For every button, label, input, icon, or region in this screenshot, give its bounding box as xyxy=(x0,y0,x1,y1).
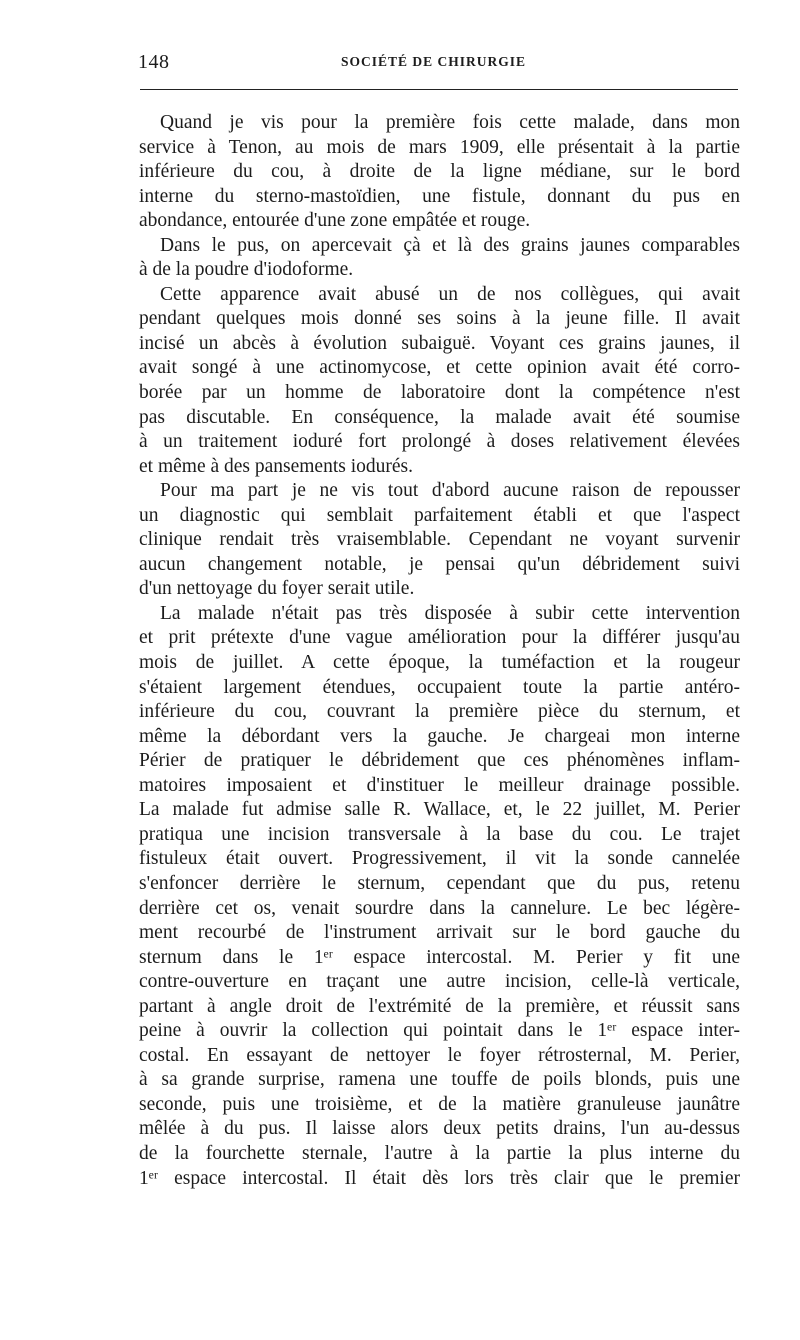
text-line: La malade fut admise salle R. Wallace, et, le 22 juillet, M. Perier xyxy=(139,799,740,821)
text-line: et même à des pansements iodurés. xyxy=(139,455,413,477)
running-header xyxy=(138,51,738,75)
header-rule xyxy=(140,89,738,90)
text-line: Périer de pratiquer le débridement que ces phénomènes inflam- xyxy=(139,750,740,772)
text-line: Pour ma part je ne vis tout d'abord aucune raison de repousser xyxy=(160,480,740,502)
text-line: même la débordant vers la gauche. Je chargeai mon interne xyxy=(139,725,740,747)
text-line: inférieure du cou, couvrant la première pièce du sternum, et xyxy=(139,701,740,723)
text-line: à de la poudre d'iodoforme. xyxy=(139,259,354,281)
text-line: Dans le pus, on apercevait çà et là des grains jaunes comparables xyxy=(160,234,740,256)
text-line: borée par un homme de laboratoire dont la compétence n'est xyxy=(139,382,740,404)
text-line: clinique rendait très vraisemblable. Cependant ne voyant survenir xyxy=(139,529,740,551)
text-line: pendant quelques mois donné ses soins à la jeune fille. Il avait xyxy=(139,308,740,330)
text-line: de la fourchette sternale, l'autre à la partie la plus interne du xyxy=(139,1142,740,1164)
text-line: fistuleux était ouvert. Progressivement, il vit la sonde cannelée xyxy=(139,848,740,870)
text-line: costal. En essayant de nettoyer le foyer rétrosternal, M. Perier, xyxy=(139,1044,740,1066)
text-line: avait songé à une actinomycose, et cette opinion avait été corro- xyxy=(139,357,740,379)
text-line: s'enfoncer derrière le sternum, cependant que du pus, retenu xyxy=(139,872,740,894)
text-line: interne du sterno-mastoïdien, une fistule, donnant du pus en xyxy=(139,185,740,207)
text-line: contre-ouverture en traçant une autre incision, celle-là verticale, xyxy=(139,971,740,993)
text-line: matoires imposaient et d'instituer le meilleur drainage possible. xyxy=(139,774,740,796)
text-line: derrière cet os, venait sourdre dans la cannelure. Le bec légère- xyxy=(139,897,740,919)
text-line: partant à angle droit de l'extrémité de la première, et réussit sans xyxy=(139,995,740,1017)
text-line: pratiqua une incision transversale à la base du cou. Le trajet xyxy=(139,823,740,845)
text-line: mêlée à du pus. Il laisse alors deux petits drains, l'un au-dessus xyxy=(139,1118,740,1140)
text-line: abondance, entourée d'une zone empâtée et rouge. xyxy=(139,210,531,232)
running-title: SOCIÉTÉ DE CHIRURGIE xyxy=(341,54,527,69)
text-line: et prit prétexte d'une vague amélioration pour la différer jusqu'au xyxy=(139,627,740,649)
text-line: à un traitement ioduré fort prolongé à doses relativement élevées xyxy=(139,431,740,453)
text-line: mois de juillet. A cette époque, la tuméfaction et la rougeur xyxy=(139,652,740,674)
text-line: seconde, puis une troisième, et de la matière granuleuse jaunâtre xyxy=(139,1093,740,1115)
text-line: incisé un abcès à évolution subaiguë. Voyant ces grains jaunes, il xyxy=(139,332,740,354)
text-line: Cette apparence avait abusé un de nos collègues, qui avait xyxy=(160,283,740,305)
text-line: Quand je vis pour la première fois cette malade, dans mon xyxy=(160,112,740,133)
text-line: service à Tenon, au mois de mars 1909, elle présentait à la partie xyxy=(139,136,740,158)
text-line: à sa grande surprise, ramena une touffe de poils blonds, puis une xyxy=(139,1069,740,1091)
text-line: s'étaient largement étendues, occupaient toute la partie antéro- xyxy=(139,676,740,698)
text-line: 1ᵉʳ espace intercostal. Il était dès lors très clair que le premier xyxy=(139,1167,740,1189)
text-line: un diagnostic qui semblait parfaitement établi et que l'aspect xyxy=(139,504,740,526)
body-text xyxy=(139,111,740,1191)
text-line: peine à ouvrir la collection qui pointait dans le 1ᵉʳ espace inter- xyxy=(139,1020,740,1042)
text-line: d'un nettoyage du foyer serait utile. xyxy=(139,578,415,600)
text-line: ment recourbé de l'instrument arrivait sur le bord gauche du xyxy=(139,922,740,944)
page-number: 148 xyxy=(138,51,170,73)
text-line: pas discutable. En conséquence, la malade avait été soumise xyxy=(139,406,740,428)
text-line: La malade n'était pas très disposée à subir cette intervention xyxy=(160,602,740,624)
text-line: sternum dans le 1ᵉʳ espace intercostal. M. Perier y fit une xyxy=(139,946,740,968)
text-line: aucun changement notable, je pensai qu'un débridement suivi xyxy=(139,553,740,575)
text-line: inférieure du cou, à droite de la ligne médiane, sur le bord xyxy=(139,161,740,183)
